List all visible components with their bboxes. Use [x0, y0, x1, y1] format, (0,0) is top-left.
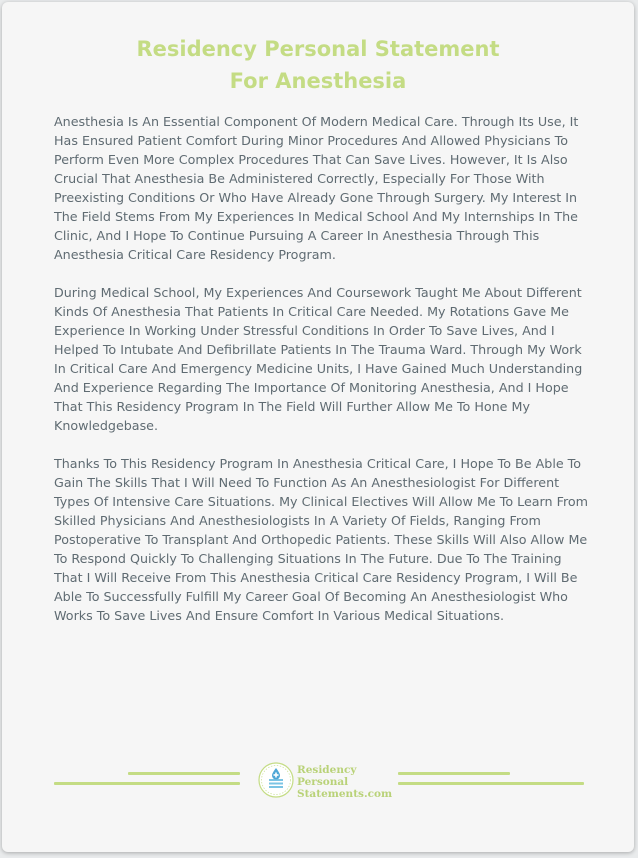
brand-logo-icon: [258, 762, 294, 798]
brand-line-1: Residency: [297, 764, 357, 776]
document-page: [2, 2, 634, 852]
paragraph-3: Thanks To This Residency Program In Anesthesia Critical Care, I Hope To Be Able To Gain The Skills That I Will Need To Function As An Anesthesiologist For Different Types Of Intensive Care Situations. My Clinical Electives Will Allow Me To Learn From Skilled Physicians And Anesthesiologists In A Variety Of Fields, Ranging From Postoperative To Transplant And Orthopedic Patients. These Skills Will Also Allow Me To Respond Quickly To Challenging Situations In The Future. Due To The Training That I Will Receive From This Anesthesia Critical Care Residency Program, I Will Be Able To Successfully Fulfill My Career Goal Of Becoming An Anesthesiologist Who Works To Save Lives And Ensure Comfort In Various Medical Situations.: [54, 456, 589, 623]
footer-divider-left-lower: [54, 782, 240, 785]
footer-divider-right-upper: [398, 772, 510, 775]
footer-divider-left-upper: [128, 772, 240, 775]
paragraph-2: During Medical School, My Experiences And Coursework Taught Me About Different Kinds Of Anesthesia That Patients In Critical Care Needed. My Rotations Gave Me Experience In Working Under Stressful Conditions In Order To Save Lives, And I Helped To Intubate And Defibrillate Patients In The Trauma Ward. Through My Work In Critical Care And Emergency Medicine Units, I Have Gained Much Understanding And Experience Regarding The Importance Of Monitoring Anesthesia, And I Hope That This Residency Program In The Field Will Further Allow Me To Hone My Knowledgebase.: [54, 285, 583, 433]
brand-wordmark: [297, 764, 392, 800]
title-line-2: For Anesthesia: [229, 69, 407, 93]
brand-line-2: Personal: [297, 776, 349, 788]
brand-line-3: Statements.com: [297, 788, 393, 800]
paragraph-1: Anesthesia Is An Essential Component Of Modern Medical Care. Through Its Use, It Has Ensured Patient Comfort During Minor Procedures And Allowed Physicians To Perform Even More Complex Procedures That Can Save Lives. However, It Is Also Crucial That Anesthesia Be Administered Correctly, Especially For Those With Preexisting Conditions Or Who Have Already Gone Through Surgery. My Interest In The Field Stems From My Experiences In Medical School And My Internships In The Clinic, And I Hope To Continue Pursuing A Career In Anesthesia Through This Anesthesia Critical Care Residency Program.: [54, 114, 579, 262]
title-line-1: Residency Personal Statement: [136, 37, 500, 61]
statement-body: [54, 112, 594, 644]
footer-divider-right-lower: [398, 782, 584, 785]
page-title: [2, 33, 634, 97]
